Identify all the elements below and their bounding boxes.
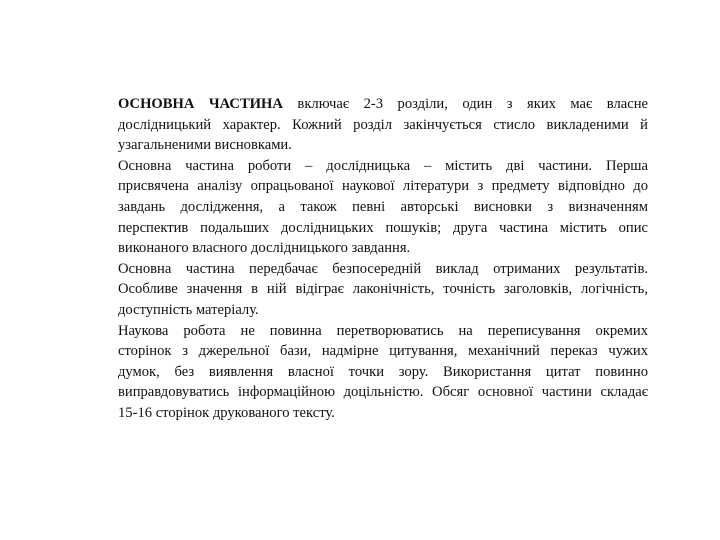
- text-line: завдань дослідження, а також певні авторські висновки з визначенням: [118, 198, 648, 215]
- document-text-block: [118, 94, 648, 424]
- text-line: Основна частина передбачає безпосередній виклад отриманих результатів.: [118, 260, 648, 277]
- text-line: Основна частина роботи – дослідницька – містить дві частини. Перша: [118, 157, 648, 174]
- paragraph-2: [118, 156, 648, 259]
- text-line: думок, без виявлення власної точки зору. Використання цитат повинно: [118, 363, 648, 380]
- text-line: доступність матеріалу.: [118, 301, 259, 318]
- text-line: сторінок з джерельної бази, надмірне цитування, механічний переказ чужих: [118, 343, 648, 360]
- heading-main-part: ОСНОВНА ЧАСТИНА: [118, 96, 283, 112]
- text-line-content: включає 2-3 розділи, один з яких має власне: [282, 96, 649, 112]
- paragraph-4: [118, 321, 648, 424]
- text-line: Особливе значення в ній відіграє лаконічність, точність заголовків, логічність,: [118, 281, 648, 298]
- text-line: присвячена аналізу опрацьованої наукової літератури з предмету відповідно до: [118, 178, 648, 195]
- text-line: 15-16 сторінок друкованого тексту.: [118, 404, 335, 421]
- text-line: перспектив подальших дослідницьких пошуків; друга частина містить опис: [118, 219, 648, 236]
- paragraph-3: [118, 259, 648, 321]
- text-line: виправдовуватись інформаційною доцільністю. Обсяг основної частини складає: [118, 384, 648, 401]
- text-line: Наукова робота не повинна перетворюватись на переписування окремих: [118, 322, 648, 339]
- text-line: [118, 94, 648, 115]
- text-line: узагальненими висновками.: [118, 137, 292, 154]
- text-line: виконаного власного дослідницького завдання.: [118, 240, 411, 257]
- paragraph-1: [118, 94, 648, 156]
- text-line: дослідницький характер. Кожний розділ закінчується стисло викладеними й: [118, 116, 648, 133]
